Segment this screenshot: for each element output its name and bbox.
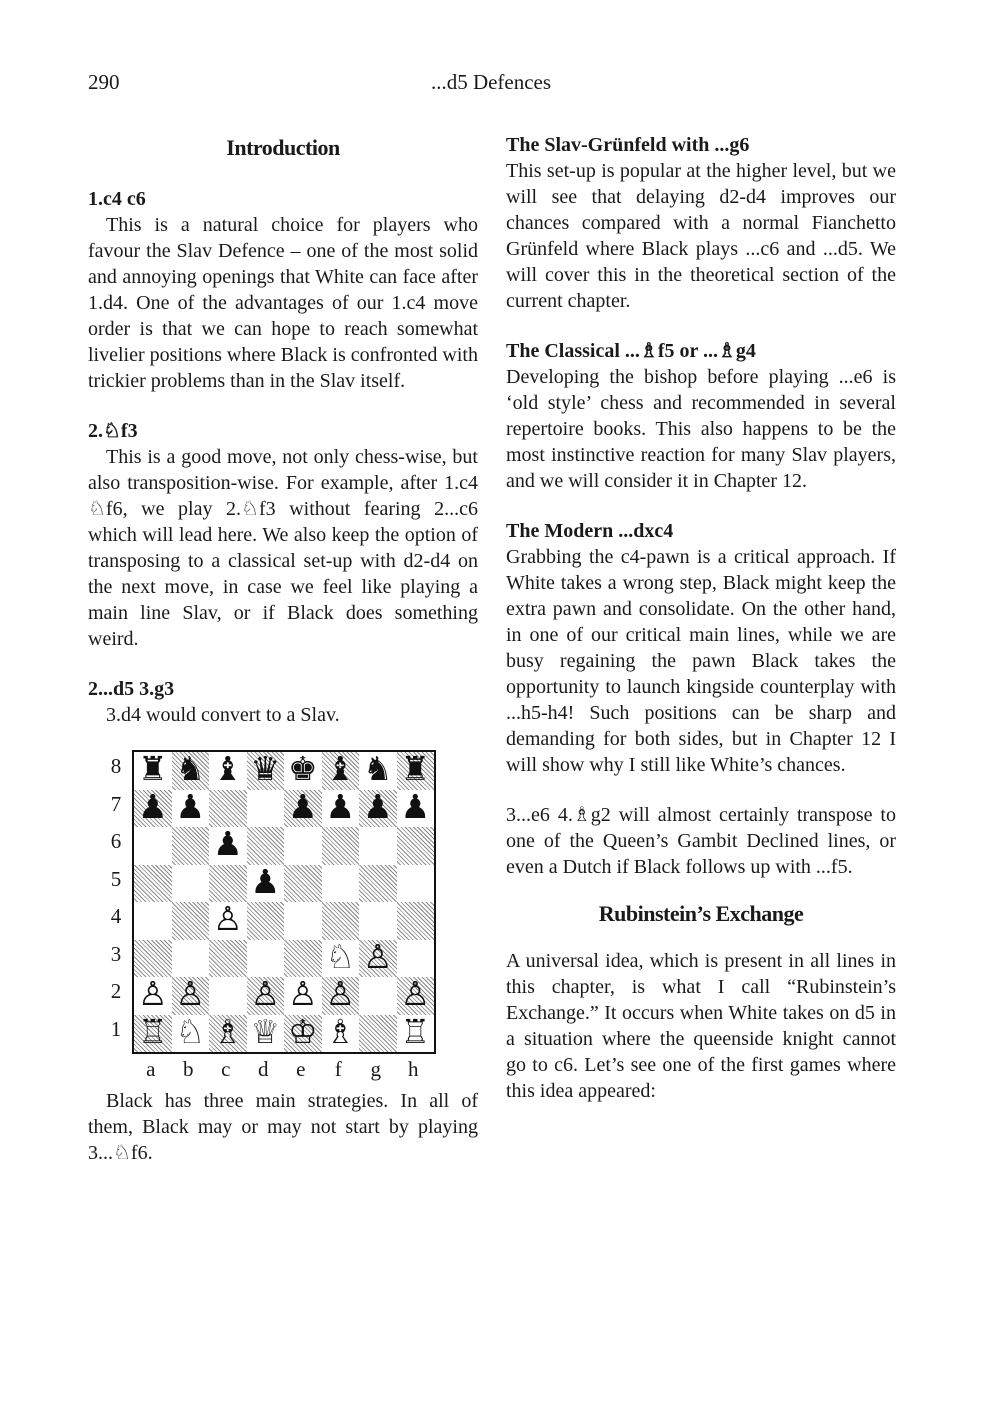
subheading-slav-grunfeld: The Slav-Grünfeld with ...g6 [506, 134, 750, 156]
chess-piece: ♔ [287, 1014, 318, 1051]
board-square-b6 [172, 827, 210, 865]
board-square-a6 [134, 827, 172, 865]
board-square-b2 [172, 977, 210, 1015]
board-square-f7 [322, 790, 360, 828]
board-square-f4 [322, 902, 360, 940]
board-square-g2 [359, 977, 397, 1015]
file-label: d [258, 1057, 269, 1081]
move-heading: 1.c4 c6 [88, 188, 146, 210]
board-square-a4 [134, 902, 172, 940]
rank-label: 4 [110, 904, 122, 928]
board-square-g1 [359, 1015, 397, 1053]
section-title-introduction: Introduction [226, 135, 340, 160]
move-heading: 2.♘f3 [88, 420, 138, 442]
board-square-g5 [359, 865, 397, 903]
board-square-h4 [397, 902, 435, 940]
board-square-d2 [247, 977, 285, 1015]
chess-piece: ♟ [287, 789, 318, 826]
subheading-classical: The Classical ...♗f5 or ...♗g4 [506, 340, 756, 362]
chess-piece: ♙ [212, 902, 243, 939]
board-square-d4 [247, 902, 285, 940]
board-square-e5 [284, 865, 322, 903]
board-square-h2 [397, 977, 435, 1015]
chess-piece: ♖ [400, 1014, 431, 1051]
rank-label: 8 [110, 754, 122, 778]
chess-piece: ♞ [362, 752, 393, 789]
board-square-e1 [284, 1015, 322, 1053]
board-square-c1 [209, 1015, 247, 1053]
file-label: a [146, 1057, 156, 1081]
paragraph: This is a good move, not only chess-wise, but also transposition-wise. For example, after 1.c4 ♘f6, we play 2.♘f3 without fearing 2...c6 which will lead here. We also keep the option of transposing to a classical set-up with d2-d4 on the next move, in case we feel like playing a main line Slav, or if Black does something weird. [88, 446, 478, 650]
chess-piece: ♜ [400, 752, 431, 789]
chess-piece: ♙ [287, 977, 318, 1014]
file-label: h [408, 1057, 419, 1081]
left-column [88, 132, 478, 1166]
chess-piece: ♙ [175, 977, 206, 1014]
chess-piece: ♗ [325, 1014, 356, 1051]
chess-piece: ♚ [287, 752, 318, 789]
board-square-d7 [247, 790, 285, 828]
chess-piece: ♙ [400, 977, 431, 1014]
board-square-a7 [134, 790, 172, 828]
board-square-d8 [247, 752, 285, 790]
board-square-e4 [284, 902, 322, 940]
board-square-d5 [247, 865, 285, 903]
paragraph: Black has three main strategies. In all of them, Black may or may not start by playing 3...♘f6. [88, 1090, 478, 1164]
board-square-h8 [397, 752, 435, 790]
chess-piece: ♘ [325, 939, 356, 976]
board-square-h5 [397, 865, 435, 903]
chess-piece: ♞ [175, 752, 206, 789]
chess-piece: ♖ [137, 1014, 168, 1051]
chess-piece: ♟ [175, 789, 206, 826]
chess-piece: ♛ [250, 752, 281, 789]
file-label: g [370, 1057, 381, 1081]
file-label: e [296, 1057, 306, 1081]
paragraph: This is a natural choice for players who favour the Slav Defence – one of the most solid and annoying openings that White can face after 1.d4. One of the advantages of our 1.c4 move order is that we can hope to reach somewhat livelier positions where Black is confronted with trickier problems than in the Slav itself. [88, 214, 478, 392]
rank-label: 6 [110, 829, 122, 853]
chessboard [132, 750, 436, 1054]
board-square-g3 [359, 940, 397, 978]
chess-piece: ♟ [212, 827, 243, 864]
board-square-d3 [247, 940, 285, 978]
board-square-c8 [209, 752, 247, 790]
board-square-a3 [134, 940, 172, 978]
board-square-f3 [322, 940, 360, 978]
file-labels [132, 1056, 436, 1082]
board-square-g4 [359, 902, 397, 940]
page-number: 290 [88, 70, 120, 94]
section-title-rubinstein: Rubinstein’s Exchange [598, 901, 804, 926]
file-label: c [221, 1057, 231, 1081]
chess-piece: ♙ [325, 977, 356, 1014]
board-square-f2 [322, 977, 360, 1015]
paragraph: 3.d4 would convert to a Slav. [106, 704, 340, 726]
paragraph: A universal idea, which is present in all lines in this chapter, is what I call “Rubinstein’s Exchange.” It occurs when White takes on d5 in a situation where the queenside knight cannot go to c6. Let’s see one of the first games where this idea appeared: [506, 950, 896, 1102]
chess-piece: ♝ [325, 752, 356, 789]
board-square-d6 [247, 827, 285, 865]
file-label: b [183, 1057, 194, 1081]
board-square-h3 [397, 940, 435, 978]
chess-piece: ♟ [250, 864, 281, 901]
board-square-a1 [134, 1015, 172, 1053]
board-square-b3 [172, 940, 210, 978]
board-square-d1 [247, 1015, 285, 1053]
file-label: f [334, 1057, 342, 1081]
board-square-f8 [322, 752, 360, 790]
board-square-f6 [322, 827, 360, 865]
board-square-f5 [322, 865, 360, 903]
board-square-a8 [134, 752, 172, 790]
board-square-h6 [397, 827, 435, 865]
board-square-h7 [397, 790, 435, 828]
rank-label: 1 [110, 1016, 122, 1041]
board-square-c6 [209, 827, 247, 865]
board-square-g7 [359, 790, 397, 828]
chess-piece: ♟ [137, 789, 168, 826]
rank-labels [104, 748, 128, 1048]
board-square-g8 [359, 752, 397, 790]
rank-label: 2 [110, 979, 122, 1003]
board-square-h1 [397, 1015, 435, 1053]
board-square-e8 [284, 752, 322, 790]
board-square-a2 [134, 977, 172, 1015]
paragraph: This set-up is popular at the higher level, but we will see that delaying d2-d4 improves our chances compared with a normal Fianchetto Grünfeld where Black plays ...c6 and ...d5. We will cover this in the theoretical section of the current chapter. [506, 160, 896, 312]
board-square-c2 [209, 977, 247, 1015]
board-square-e6 [284, 827, 322, 865]
board-square-e7 [284, 790, 322, 828]
board-square-c5 [209, 865, 247, 903]
chess-piece: ♟ [400, 789, 431, 826]
board-square-c3 [209, 940, 247, 978]
page-header [88, 70, 894, 100]
chess-piece: ♟ [362, 789, 393, 826]
board-square-b5 [172, 865, 210, 903]
move-heading: 2...d5 3.g3 [88, 678, 175, 700]
paragraph: Grabbing the c4-pawn is a critical approach. If White takes a wrong step, Black might keep the extra pawn and consolidate. On the other hand, in one of our critical main lines, while we are busy regaining the pawn Black takes the opportunity to launch kingside counterplay with ...h5-h4! Such positions can be sharp and demanding for both sides, but in Chapter 12 I will show why I still like White’s chances. [506, 546, 896, 776]
chess-piece: ♜ [137, 752, 168, 789]
chess-piece: ♕ [250, 1014, 281, 1051]
chess-piece: ♙ [362, 939, 393, 976]
paragraph: 3...e6 4.♗g2 will almost certainly transpose to one of the Queen’s Gambit Declined lines, or even a Dutch if Black follows up with ...f5. [506, 804, 896, 878]
chess-diagram [88, 748, 478, 1088]
chess-piece: ♟ [325, 789, 356, 826]
board-square-c4 [209, 902, 247, 940]
board-square-e3 [284, 940, 322, 978]
paragraph: Developing the bishop before playing ...e6 is ‘old style’ chess and recommended in several repertoire books. This also happens to be the most instinctive reaction for many Slav players, and we will consider it in Chapter 12. [506, 366, 896, 492]
subheading-modern: The Modern ...dxc4 [506, 520, 674, 542]
board-square-b7 [172, 790, 210, 828]
chess-piece: ♙ [250, 977, 281, 1014]
board-square-c7 [209, 790, 247, 828]
rank-label: 7 [110, 791, 122, 816]
board-square-f1 [322, 1015, 360, 1053]
board-square-b1 [172, 1015, 210, 1053]
chess-piece: ♝ [212, 752, 243, 789]
chess-piece: ♙ [137, 977, 168, 1014]
chess-piece: ♘ [175, 1014, 206, 1051]
board-square-g6 [359, 827, 397, 865]
rank-label: 5 [110, 866, 122, 891]
board-square-b8 [172, 752, 210, 790]
running-title: ...d5 Defences [430, 70, 552, 94]
board-square-a5 [134, 865, 172, 903]
board-square-e2 [284, 977, 322, 1015]
chess-piece: ♗ [212, 1014, 243, 1051]
rank-label: 3 [110, 941, 122, 966]
right-column [506, 132, 896, 1104]
board-square-b4 [172, 902, 210, 940]
